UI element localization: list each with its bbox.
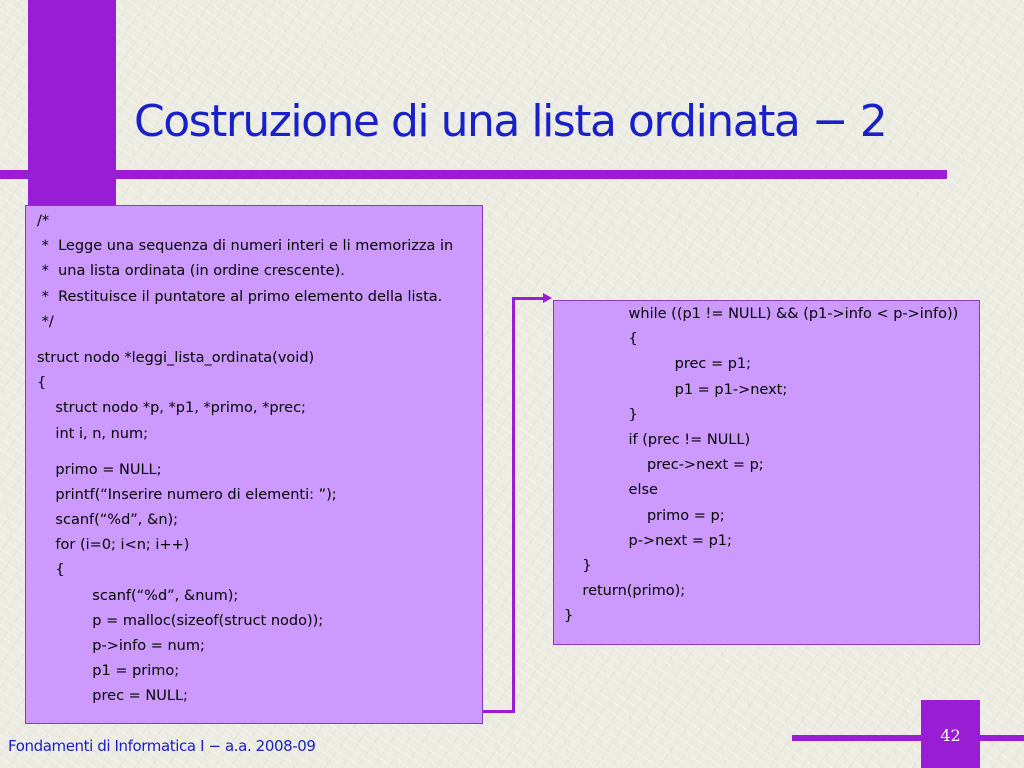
code-line xyxy=(37,447,482,458)
code-line: prec = p1; xyxy=(564,356,752,373)
code-line: printf(“Inserire numero di elementi: ”); xyxy=(37,486,337,503)
code-line: } xyxy=(564,557,592,574)
code-line: if (prec != NULL) xyxy=(564,431,751,448)
arrow-right-icon xyxy=(543,293,552,303)
code-line: return(primo); xyxy=(564,583,686,600)
code-line: p = malloc(sizeof(struct nodo)); xyxy=(37,612,324,629)
code-line: * Restituisce il puntatore al primo elemento della lista. xyxy=(37,288,443,305)
code-line: prec->next = p; xyxy=(564,457,764,474)
code-line: */ xyxy=(37,313,54,330)
code-line: primo = p; xyxy=(564,507,725,524)
code-box-right xyxy=(553,300,980,645)
footer-rule-left xyxy=(792,735,922,741)
footer-course-label: Fondamenti di Informatica I − a.a. 2008-09 xyxy=(8,737,316,755)
code-box-left xyxy=(25,205,483,724)
code-line: } xyxy=(564,406,638,423)
code-line: prec = NULL; xyxy=(37,688,188,705)
code-line: p->info = num; xyxy=(37,638,205,654)
code-line: struct nodo *p, *p1, *primo, *prec; xyxy=(37,400,306,417)
code-line: p1 = p1->next; xyxy=(564,381,788,398)
connector-top-segment xyxy=(512,297,545,300)
code-line: p->next = p1; xyxy=(564,532,732,549)
code-line: { xyxy=(37,375,47,392)
code-line: * una lista ordinata (in ordine crescente). xyxy=(37,263,345,280)
code-line: } xyxy=(564,608,574,625)
code-line: * Legge una sequenza di numeri interi e li memorizza in xyxy=(37,238,454,255)
code-line: int i, n, num; xyxy=(37,425,148,442)
slide-title: Costruzione di una lista ordinata − 2 xyxy=(134,96,887,147)
code-line xyxy=(37,335,482,346)
page-number: 42 xyxy=(940,726,961,745)
code-line: { xyxy=(564,331,638,348)
code-line: scanf(“%d”, &n); xyxy=(37,512,179,529)
footer-rule-right xyxy=(980,735,1024,741)
code-line: { xyxy=(37,562,65,579)
code-line: p1 = primo; xyxy=(37,663,180,680)
title-underline xyxy=(0,170,947,179)
code-line: else xyxy=(564,482,658,499)
code-line: while ((p1 != NULL) && (p1->info < p->info)) xyxy=(564,306,959,322)
code-line: primo = NULL; xyxy=(37,461,162,478)
code-line: for (i=0; i<n; i++) xyxy=(37,537,190,554)
code-line: struct nodo *leggi_lista_ordinata(void) xyxy=(37,349,315,366)
connector-bottom-segment xyxy=(483,710,515,713)
connector-vertical-segment xyxy=(512,297,515,713)
code-line: /* xyxy=(37,213,50,229)
code-line: scanf(“%d”, &num); xyxy=(37,587,239,604)
